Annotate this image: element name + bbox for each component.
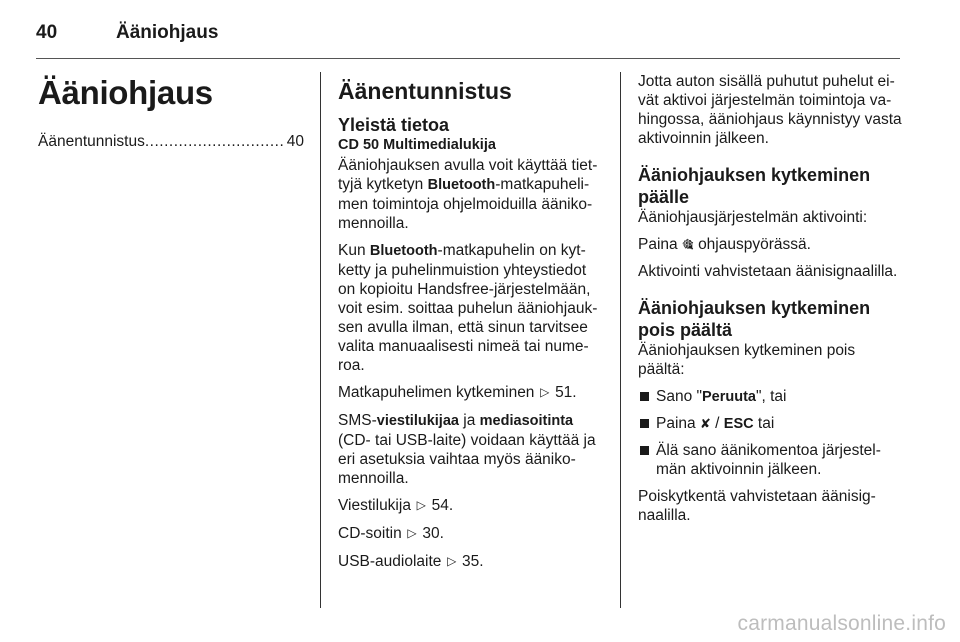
page-ref-icon: ▷ [540, 385, 550, 399]
mute-hangup-icon: ✘ [699, 416, 711, 431]
paragraph: Poiskytkentä vahvistetaan äänisignaalilla. [638, 488, 876, 524]
cross-reference[interactable]: Viestilukija ▷ 54. [338, 497, 454, 514]
column-divider-1 [320, 72, 321, 608]
subsection-heading: Ääniohjauksen kytkeminen pois päältä [638, 298, 871, 340]
cross-reference[interactable]: Matkapuhelimen kytkeminen ▷ 51. [338, 384, 577, 401]
voice-control-icon: 🎕 [681, 237, 694, 252]
running-title: Ääniohjaus [116, 22, 219, 43]
header-rule [36, 58, 900, 59]
subsection-heading: Yleistä tietoa [338, 115, 450, 135]
paragraph: SMS-viestilukijaa ja mediasoitinta (CD- tai USB-laite) voidaan käyttää ja eri asetuksia vaihtaa myös äänikomennoilla. [338, 412, 596, 487]
paragraph: Paina 🎕 ohjauspyörässä. [638, 236, 811, 253]
chapter-heading: Ääniohjaus [38, 74, 213, 111]
page-ref-icon: ▷ [407, 526, 417, 540]
paragraph: Kun Bluetooth-matkapuhelin on kytketty ja puhelinmuistion yhteystiedot on kopioitu Handsfree-järjestelmään, voit esim. soittaa puhelun ääniohjauksen avulla ilman, että sinun tarvitsee valita manuaalisesti nimeä tai numeroa. [338, 242, 598, 374]
toc-leader [145, 132, 285, 151]
product-heading: CD 50 Multimedialukija [338, 137, 496, 153]
paragraph: Ääniohjausjärjestelmän aktivointi: [638, 209, 868, 226]
subsection-heading: Ääniohjauksen kytkeminen päälle [638, 165, 871, 207]
page-ref-icon: ▷ [447, 554, 457, 568]
column-2 [338, 72, 606, 580]
paragraph: Aktivointi vahvistetaan äänisignaalilla. [638, 263, 898, 280]
paragraph: Ääniohjauksen kytkeminen pois päältä: [638, 342, 856, 378]
column-1 [38, 72, 304, 151]
page-ref-icon: ▷ [416, 498, 426, 512]
cross-reference[interactable]: CD-soitin ▷ 30. [338, 525, 444, 542]
list-item: Sano "Peruuta", tai [638, 387, 904, 407]
toc-entry[interactable] [38, 132, 304, 151]
bullet-list [638, 387, 904, 479]
page-number: 40 [36, 22, 58, 43]
watermark: carmanualsonline.info [737, 612, 946, 635]
section-heading: Äänentunnistus [338, 78, 512, 104]
column-3 [638, 72, 904, 533]
list-item: Paina ✘ / ESC tai [638, 414, 904, 434]
cross-reference[interactable]: USB-audiolaite ▷ 35. [338, 553, 484, 570]
paragraph: Ääniohjauksen avulla voit käyttää tiettyjä kytketyn Bluetooth-matkapuhelimen toimintoja ohjelmoiduilla äänikomennoilla. [338, 157, 598, 232]
toc-page: 40 [286, 133, 304, 150]
column-divider-2 [620, 72, 621, 608]
paragraph: Jotta auton sisällä puhutut puhelut eivät aktivoi järjestelmän toimintoja vahingossa, ääniohjaus käynnistyy vasta aktivoinnin jälkeen. [638, 73, 902, 147]
toc-label: Äänentunnistus [38, 133, 145, 150]
list-item: Älä sano äänikomentoa järjestelmän aktivoinnin jälkeen. [638, 441, 904, 479]
